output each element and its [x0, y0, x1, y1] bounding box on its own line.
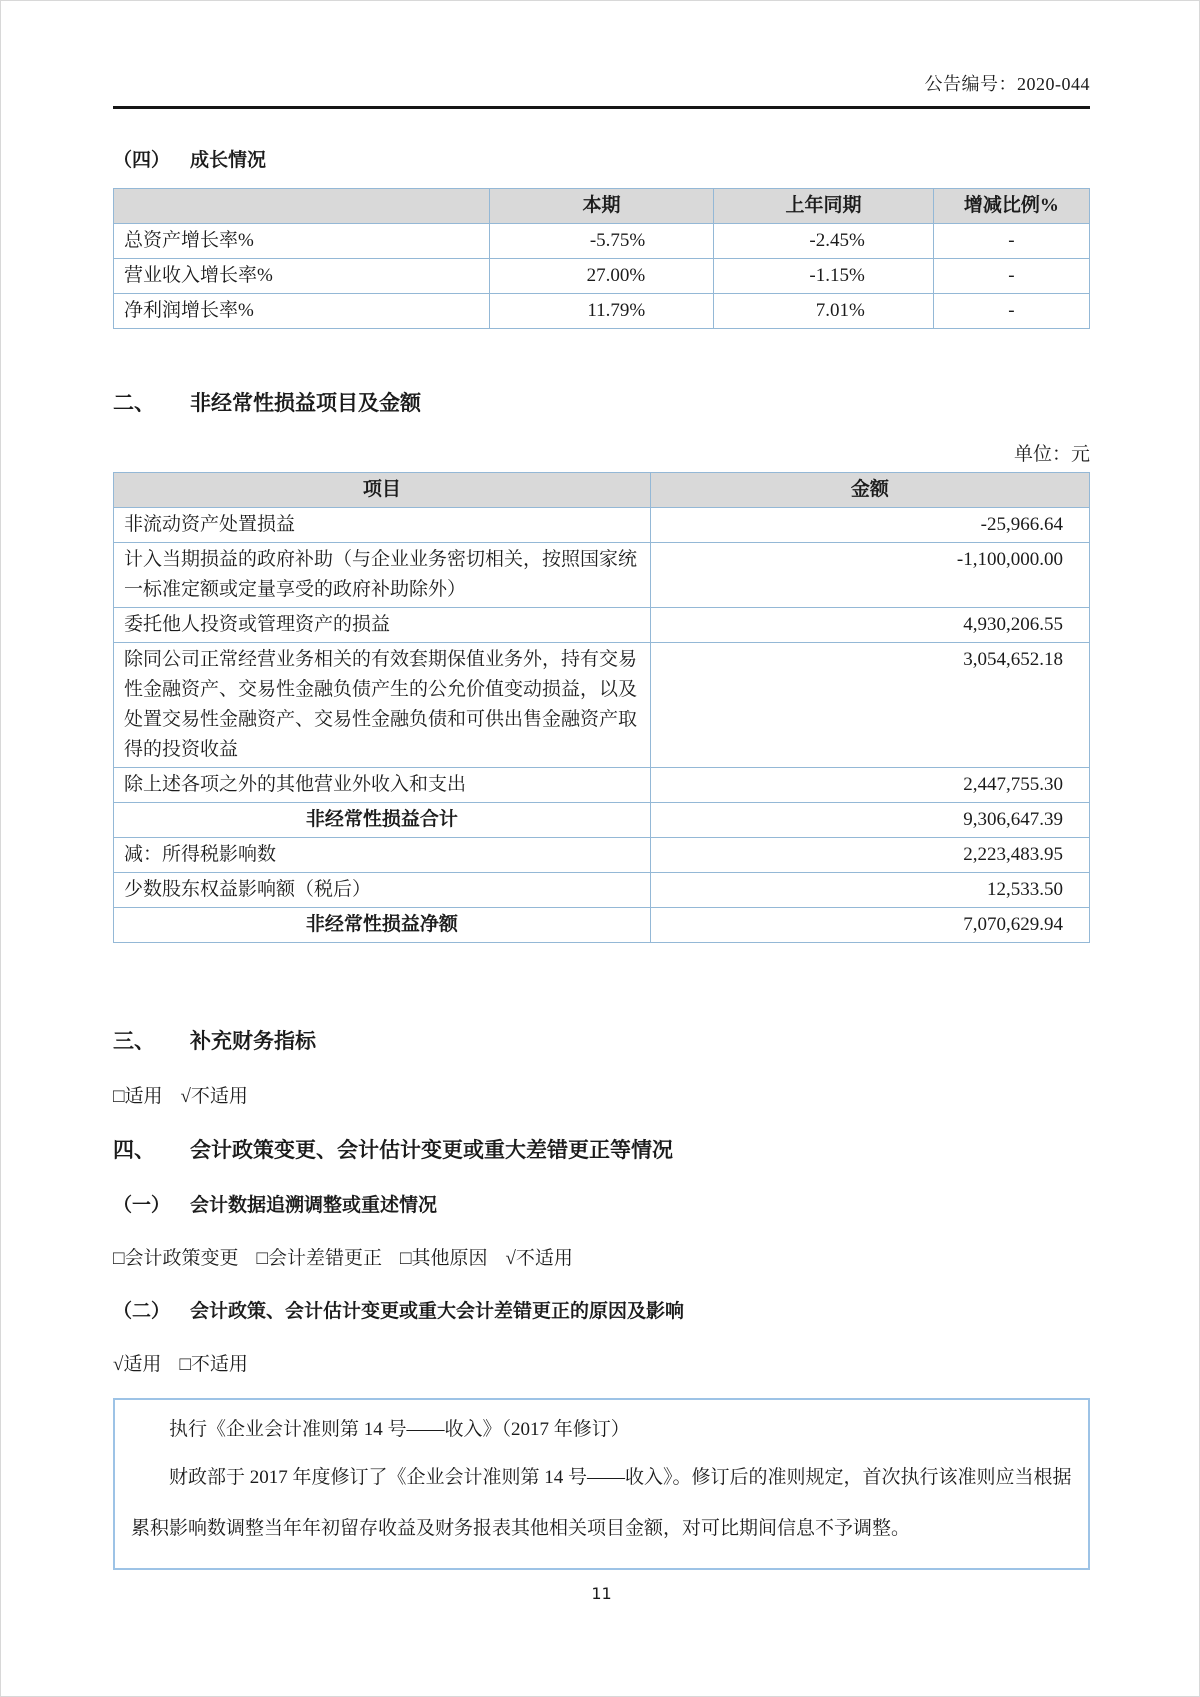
accounting-heading-title: 会计政策变更、会计估计变更或重大差错更正等情况 [190, 1138, 673, 1162]
accounting-heading [113, 1134, 1090, 1164]
accounting-sub2-title: 会计政策、会计估计变更或重大会计差错更正的原因及影响 [190, 1301, 685, 1322]
row-current-value: 11.79% [489, 294, 713, 329]
row-current-value: 27.00% [489, 259, 713, 294]
checkbox-option-not-applicable: √不适用 [505, 1248, 573, 1269]
row-current-value: -5.75% [489, 224, 713, 259]
growth-col-prior: 上年同期 [714, 189, 934, 224]
item-label: 委托他人投资或管理资产的损益 [114, 608, 651, 643]
checkbox-option-applicable: √适用 [113, 1354, 162, 1375]
accounting-sub1-num: （一） [113, 1195, 171, 1216]
table-row [114, 768, 1090, 803]
item-label: 除上述各项之外的其他营业外收入和支出 [114, 768, 651, 803]
row-prior-value: -2.45% [714, 224, 934, 259]
page-number: 11 [591, 1584, 612, 1603]
item-label: 非流动资产处置损益 [114, 508, 651, 543]
growth-table [113, 188, 1090, 329]
supplement-applicability [113, 1081, 1090, 1108]
item-label: 减：所得税影响数 [114, 838, 651, 873]
item-amount: 3,054,652.18 [650, 643, 1089, 768]
note-body: 财政部于 2017 年度修订了《企业会计准则第 14 号——收入》。修订后的准则规定，首次执行该准则应当根据累积影响数调整当年年初留存收益及财务报表其他相关项目金额，对可比期间信息不予调整。 [131, 1467, 1072, 1539]
total-label: 非经常性损益净额 [114, 908, 651, 943]
accounting-heading-num: 四、 [113, 1138, 155, 1162]
nonrecurring-heading-num: 二、 [113, 391, 155, 415]
row-change-value: - [933, 259, 1089, 294]
subtotal-amount: 9,306,647.39 [650, 803, 1089, 838]
note-title: 执行《企业会计准则第 14 号——收入》（2017 年修订） [169, 1419, 630, 1440]
total-amount: 7,070,629.94 [650, 908, 1089, 943]
row-label: 营业收入增长率% [114, 259, 490, 294]
item-amount: -25,966.64 [650, 508, 1089, 543]
header-rule [113, 106, 1090, 109]
table-row [114, 643, 1090, 768]
row-prior-value: -1.15% [714, 259, 934, 294]
row-change-value: - [933, 224, 1089, 259]
table-row [114, 873, 1090, 908]
row-prior-value: 7.01% [714, 294, 934, 329]
checkbox-option-other-reason: □其他原因 [399, 1248, 488, 1269]
growth-col-blank [114, 189, 490, 224]
accounting-sub1-heading [113, 1190, 1090, 1217]
table-row [114, 224, 1090, 259]
table-row [114, 508, 1090, 543]
table-row-total [114, 908, 1090, 943]
item-amount: 12,533.50 [650, 873, 1089, 908]
growth-heading-num: （四） [113, 150, 171, 171]
accounting-sub1-options [113, 1243, 1090, 1270]
accounting-sub2-num: （二） [113, 1301, 171, 1322]
growth-heading-title: 成长情况 [190, 150, 267, 171]
accounting-note-box [113, 1398, 1090, 1570]
supplement-heading [113, 1025, 1090, 1055]
table-row [114, 259, 1090, 294]
item-amount: 2,447,755.30 [650, 768, 1089, 803]
checkbox-option-not-applicable: □不适用 [179, 1354, 248, 1375]
supplement-heading-title: 补充财务指标 [190, 1029, 316, 1053]
table-row [114, 294, 1090, 329]
checkbox-option-error-correction: □会计差错更正 [256, 1248, 382, 1269]
table-row [114, 838, 1090, 873]
checkbox-option-policy-change: □会计政策变更 [113, 1248, 239, 1269]
growth-col-change: 增减比例% [933, 189, 1089, 224]
nonrecurring-heading [113, 387, 1090, 417]
checkbox-option-not-applicable: √不适用 [180, 1086, 248, 1107]
item-label: 计入当期损益的政府补助（与企业业务密切相关，按照国家统一标准定额或定量享受的政府补助除外） [114, 543, 651, 608]
item-label: 除同公司正常经营业务相关的有效套期保值业务外，持有交易性金融资产、交易性金融负债产生的公允价值变动损益，以及处置交易性金融资产、交易性金融负债和可供出售金融资产取得的投资收益 [114, 643, 651, 768]
table-row [114, 608, 1090, 643]
checkbox-option-applicable: □适用 [113, 1086, 163, 1107]
nonrecurring-heading-title: 非经常性损益项目及金额 [190, 391, 421, 415]
announcement-number: 公告编号：2020-044 [924, 74, 1090, 94]
accounting-sub2-heading [113, 1296, 1090, 1323]
growth-col-current: 本期 [489, 189, 713, 224]
item-label: 少数股东权益影响额（税后） [114, 873, 651, 908]
accounting-sub1-title: 会计数据追溯调整或重述情况 [190, 1195, 438, 1216]
item-amount: 4,930,206.55 [650, 608, 1089, 643]
row-label: 净利润增长率% [114, 294, 490, 329]
row-label: 总资产增长率% [114, 224, 490, 259]
nonrecurring-col-item: 项目 [114, 473, 651, 508]
accounting-sub2-options [113, 1349, 1090, 1376]
growth-header-row [114, 189, 1090, 224]
item-amount: -1,100,000.00 [650, 543, 1089, 608]
supplement-heading-num: 三、 [113, 1029, 155, 1053]
table-row [114, 543, 1090, 608]
row-change-value: - [933, 294, 1089, 329]
item-amount: 2,223,483.95 [650, 838, 1089, 873]
growth-heading [113, 145, 1090, 172]
nonrecurring-header-row [114, 473, 1090, 508]
subtotal-label: 非经常性损益合计 [114, 803, 651, 838]
unit-label: 单位：元 [1013, 444, 1090, 465]
nonrecurring-col-amount: 金额 [650, 473, 1089, 508]
table-row-subtotal [114, 803, 1090, 838]
nonrecurring-table [113, 472, 1090, 943]
